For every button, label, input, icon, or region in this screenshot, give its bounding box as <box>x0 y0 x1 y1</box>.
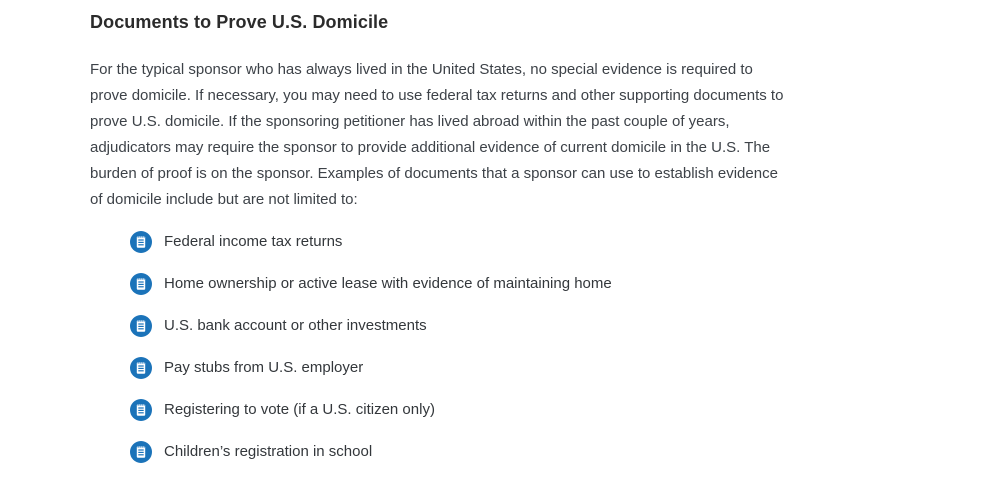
list-item-label: Pay stubs from U.S. employer <box>164 359 364 376</box>
list-item-label: Children’s registration in school <box>164 443 373 460</box>
notepad-icon <box>130 273 152 295</box>
list-item <box>130 273 790 295</box>
notepad-icon <box>130 315 152 337</box>
notepad-icon <box>130 399 152 421</box>
list-item <box>130 357 790 379</box>
list-item-label: Home ownership or active lease with evidence of maintaining home <box>164 275 612 292</box>
list-item-label: U.S. bank account or other investments <box>164 317 427 334</box>
page-title: Documents to Prove U.S. Domicile <box>90 12 389 32</box>
notepad-icon <box>130 357 152 379</box>
list-item <box>130 231 790 253</box>
notepad-icon <box>130 231 152 253</box>
document-list <box>90 231 790 463</box>
list-item-label: Federal income tax returns <box>164 233 343 250</box>
list-item <box>130 315 790 337</box>
list-item-label: Registering to vote (if a U.S. citizen only) <box>164 401 435 418</box>
list-item <box>130 441 790 463</box>
list-item <box>130 399 790 421</box>
intro-paragraph: For the typical sponsor who has always lived in the United States, no special evidence is required to prove domicile. If necessary, you may need to use federal tax returns and other supporting documents to prove U.S. domicile. If the sponsoring petitioner has lived abroad within the past couple of years, adjudicators may require the sponsor to provide additional evidence of current domicile in the U.S. The burden of proof is on the sponsor. Examples of documents that a sponsor can use to establish evidence of domicile include but are not limited to: <box>90 61 784 208</box>
notepad-icon <box>130 441 152 463</box>
